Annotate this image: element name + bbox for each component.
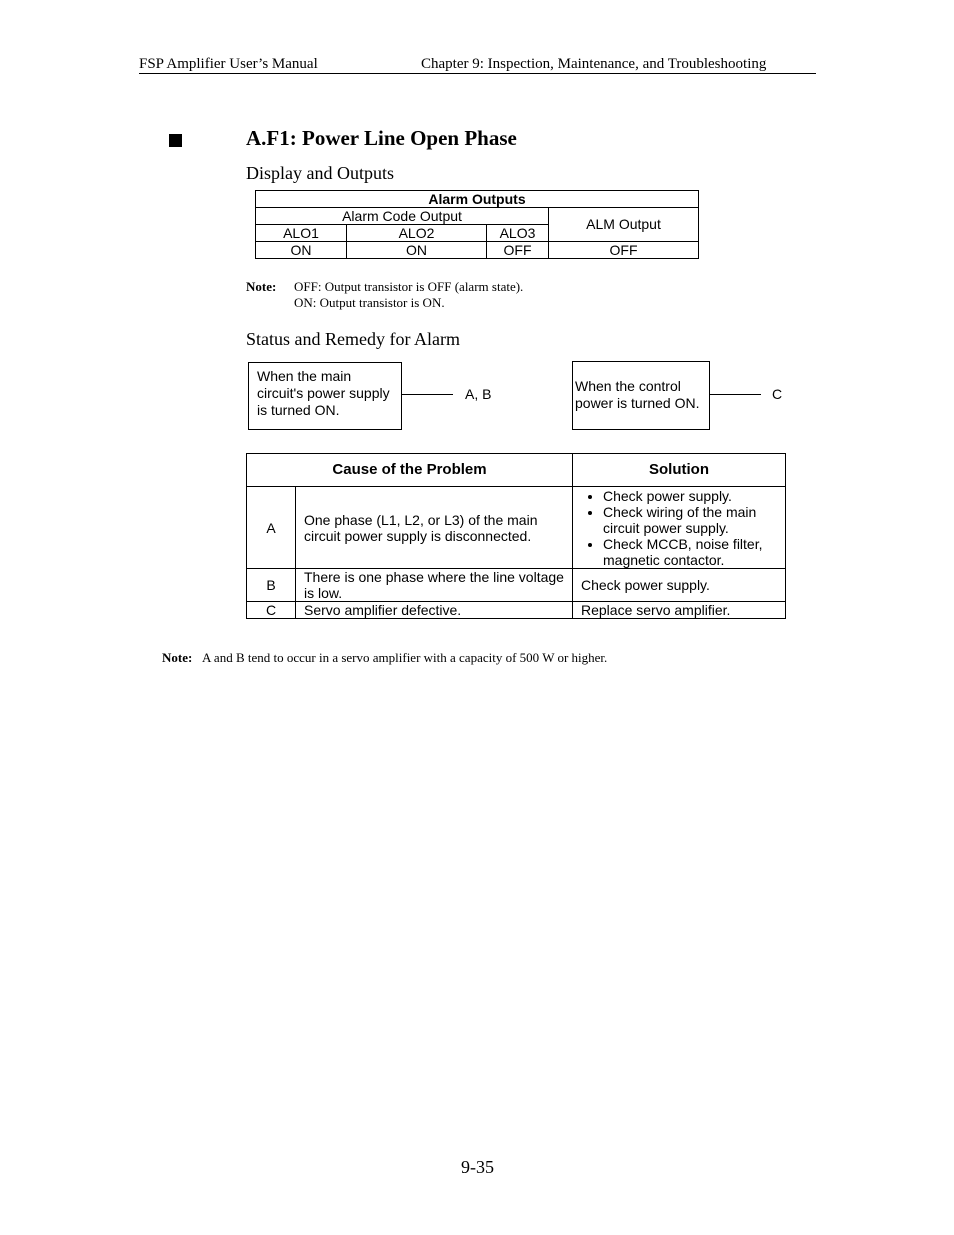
cause-label-c: C bbox=[772, 386, 783, 402]
page-number: 9-35 bbox=[461, 1157, 494, 1177]
row-id: B bbox=[247, 569, 296, 602]
control-power-status-box bbox=[572, 361, 710, 430]
header-chapter-title: Chapter 9: Inspection, Maintenance, and Troubleshooting bbox=[421, 56, 767, 72]
solution-list bbox=[573, 488, 781, 568]
alm-output-value: OFF bbox=[549, 242, 699, 259]
note-line-on: ON: Output transistor is ON. bbox=[294, 295, 445, 310]
connector-line bbox=[709, 394, 761, 395]
row-cause: There is one phase where the line voltage is low. bbox=[296, 569, 573, 602]
display-outputs-heading: Display and Outputs bbox=[246, 163, 394, 183]
note-text: A and B tend to occur in a servo amplifier with a capacity of 500 W or higher. bbox=[202, 650, 608, 665]
alarm-outputs-table bbox=[255, 190, 699, 259]
main-circuit-status-box bbox=[248, 362, 402, 430]
row-solution: Check power supply. bbox=[573, 569, 786, 602]
cause-label-ab: A, B bbox=[465, 386, 492, 402]
row-id: C bbox=[247, 602, 296, 619]
note-label: Note: bbox=[162, 650, 193, 665]
note-label: Note: bbox=[246, 279, 277, 294]
main-circuit-status-text: When the main circuit's power supply is turned ON. bbox=[257, 368, 390, 418]
table-row bbox=[247, 569, 786, 602]
alo2-header: ALO2 bbox=[347, 225, 487, 242]
status-remedy-heading: Status and Remedy for Alarm bbox=[246, 329, 460, 349]
row-id: A bbox=[247, 487, 296, 569]
header-manual-title: FSP Amplifier User’s Manual bbox=[139, 56, 318, 72]
row-cause: One phase (L1, L2, or L3) of the main circuit power supply is disconnected. bbox=[296, 487, 573, 569]
connector-line bbox=[401, 394, 453, 395]
table-row bbox=[247, 602, 786, 619]
list-item: • Check power supply. bbox=[603, 488, 781, 504]
alm-output-header: ALM Output bbox=[549, 208, 699, 242]
alarm-code-output-header: Alarm Code Output bbox=[256, 208, 549, 225]
table-row bbox=[247, 487, 786, 569]
row-cause: Servo amplifier defective. bbox=[296, 602, 573, 619]
alo1-value: ON bbox=[256, 242, 347, 259]
alo2-value: ON bbox=[347, 242, 487, 259]
black-square-bullet-icon bbox=[169, 134, 182, 147]
header-rule bbox=[139, 73, 816, 74]
list-item: • Check MCCB, noise filter, magnetic contactor. bbox=[603, 536, 781, 568]
alarm-outputs-title: Alarm Outputs bbox=[256, 191, 699, 208]
control-power-status-text: When the control power is turned ON. bbox=[575, 378, 700, 411]
cause-header: Cause of the Problem bbox=[247, 454, 573, 487]
solution-header: Solution bbox=[573, 454, 786, 487]
section-title: A.F1: Power Line Open Phase bbox=[246, 126, 517, 150]
row-solution: Replace servo amplifier. bbox=[573, 602, 786, 619]
alo1-header: ALO1 bbox=[256, 225, 347, 242]
alo3-value: OFF bbox=[487, 242, 549, 259]
alo3-header: ALO3 bbox=[487, 225, 549, 242]
cause-solution-table bbox=[246, 453, 786, 619]
note-line-off: OFF: Output transistor is OFF (alarm state). bbox=[294, 279, 524, 294]
list-item: • Check wiring of the main circuit power supply. bbox=[603, 504, 781, 536]
